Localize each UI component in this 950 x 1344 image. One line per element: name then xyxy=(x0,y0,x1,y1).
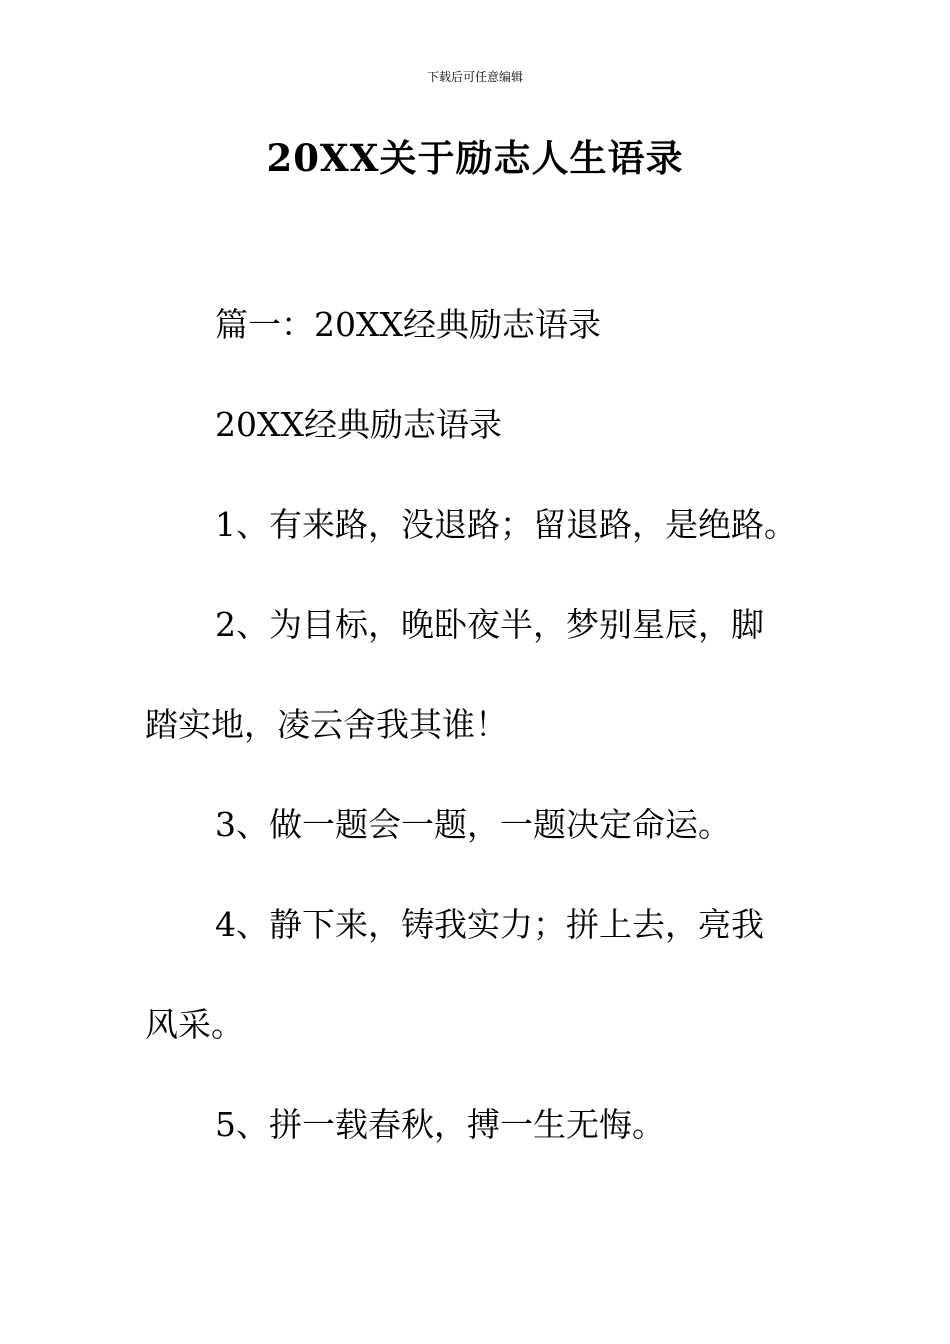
paragraph-line: 篇一：20XX经典励志语录 xyxy=(215,305,601,344)
quote-4 xyxy=(145,900,815,1050)
paragraph-line-continued: 风采。 xyxy=(145,1005,244,1044)
paragraph-line: 20XX经典励志语录 xyxy=(215,405,502,444)
paragraph-line-continued: 踏实地，凌云舍我其谁！ xyxy=(145,705,508,744)
quote-2 xyxy=(145,600,815,750)
paragraph-line: 2、为目标，晚卧夜半，梦别星辰，脚 xyxy=(215,605,764,644)
document-title: 20XX关于励志人生语录 xyxy=(266,136,684,180)
quote-5 xyxy=(145,1100,815,1150)
section-heading xyxy=(145,300,815,350)
paragraph-line: 4、静下来，铸我实力；拼上去，亮我 xyxy=(215,905,764,944)
document-body xyxy=(145,300,815,1200)
subheading xyxy=(145,400,815,450)
paragraph-line: 1、有来路，没退路；留退路，是绝路。 xyxy=(215,505,797,544)
header-note: 下载后可任意编辑 xyxy=(426,70,523,84)
paragraph-line: 3、做一题会一题，一题决定命运。 xyxy=(215,805,731,844)
quote-1 xyxy=(145,500,815,550)
paragraph-line: 5、拼一载春秋，搏一生无悔。 xyxy=(215,1105,665,1144)
quote-3 xyxy=(145,800,815,850)
